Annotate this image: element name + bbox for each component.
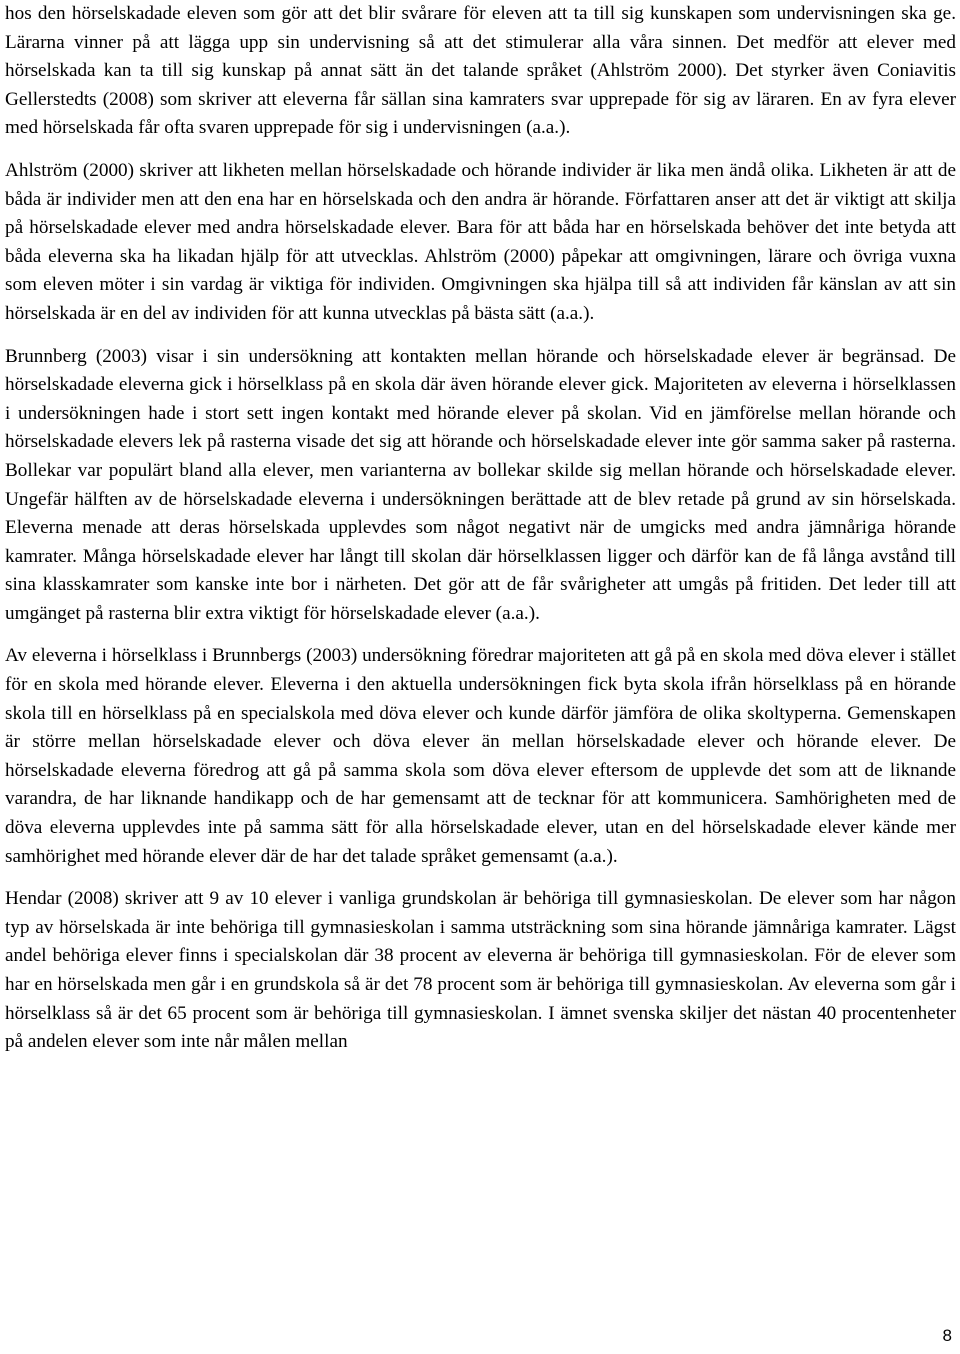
paragraph: Brunnberg (2003) visar i sin undersökning att kontakten mellan hörande och hörselskadade elever är begränsad. De hörselskadade eleverna gick i hörselklass på en skola där även hörande elever gick. Majoriteten av eleverna i hörselklassen i undersökningen hade i stort sett ingen kontakt med hörande elever på skolan. Vid en jämförelse mellan hörande och hörselskadade elevers lek på rasterna visade det sig att hörande och hörselskadade elever inte gör samma saker på rasterna. Bollekar var populärt bland alla elever, men varianterna av bollekar skilde sig mellan hörande och hörselskadade elever. Ungefär hälften av de hörselskadade eleverna i undersökningen berättade att de blev retade på grund av sin hörselskada. Eleverna menade att deras hörselskada upplevdes som något negativt när de umgicks med andra jämnåriga hörande kamrater. Många hörselskadade elever har långt till skolan där hörselklassen ligger och därför kan de få långa avstånd till sina klasskamrater som kanske inte bor i närheten. Det gör att de får svårigheter att umgås på fritiden. Det leder till att umgänget på rasterna blir extra viktigt för hörselskadade elever (a.a.). xyxy=(5,345,956,624)
paragraph: Ahlström (2000) skriver att likheten mellan hörselskadade och hörande individer är lika men ändå olika. Likheten är att de båda är individer men att den ena har en hörselskada och den andra är hörande. Författaren anser att det är viktigt att skilja på hörselskadade elever med andra hörselskadade elever. Bara för att båda har en hörselskada behöver det inte betyda att båda eleverna ska ha likadan hjälp för att utvecklas. Ahlström (2000) påpekar att omgivningen, lärare och övriga vuxna som eleven möter i sin vardag är viktiga för individen. Omgivningen ska hjälpa till så att individen får känslan av att sin hörselskada är en del av individen för att kunna utvecklas på bästa sätt (a.a.). xyxy=(5,159,956,324)
document-page xyxy=(5,0,956,1057)
paragraph: Av eleverna i hörselklass i Brunnbergs (2003) undersökning föredrar majoriteten att gå på en skola med döva elever i stället för en skola med hörande elever. Eleverna i den aktuella undersökningen fick byta skola ifrån hörselklass på en hörande skola till en hörselklass på en specialskola med döva elever och kunde därför jämföra de olika skoltyperna. Gemenskapen är större mellan hörselskadade elever och döva elever än mellan hörselskadade elever och hörande elever. De hörselskadade eleverna föredrog att gå på samma skola som döva elever eftersom de upplevde det som att de liknande varandra, de har liknande handikapp och de har gemensamt att de tecknar för att kommunicera. Samhörigheten med de döva eleverna upplevdes inte på samma sätt för alla hörselskadade elever, utan en del hörselskadade elever kände mer samhörighet med hörande elever där de har det talade språket gemensamt (a.a.). xyxy=(5,645,956,867)
page-number: 8 xyxy=(942,1326,952,1345)
paragraph: hos den hörselskadade eleven som gör att det blir svårare för eleven att ta till sig kunskapen som undervisningen ska ge. Lärarna vinner på att lägga upp sin undervisning så att det stimulerar alla våra sinnen. Det medför att elever med hörselskada kan ta till sig kunskap på annat sätt än det talande språket (Ahlström 2000). Det styrker även Coniavitis Gellerstedts (2008) som skriver att eleverna får sällan sina kamraters svar upprepade för sig av läraren. En av fyra elever med hörselskada får ofta svaren upprepade för sig i undervisningen (a.a.). xyxy=(5,3,956,139)
paragraph: Hendar (2008) skriver att 9 av 10 elever i vanliga grundskolan är behöriga till gymnasieskolan. De elever som har någon typ av hörselskada är inte behöriga till gymnasieskolan i samma utsträckning som sina hörande jämnåriga kamrater. Lägst andel behöriga elever finns i specialskolan där 38 procent av eleverna är behöriga till gymnasieskolan. För de elever som har en hörselskada men går i en grundskola så är det 78 procent som är behöriga till gymnasieskolan. Av eleverna som går i hörselklass så är det 65 procent som är behöriga till gymnasieskolan. I ämnet svenska skiljer det nästan 40 procentenheter på andelen elever som inte når målen mellan xyxy=(5,888,956,1053)
